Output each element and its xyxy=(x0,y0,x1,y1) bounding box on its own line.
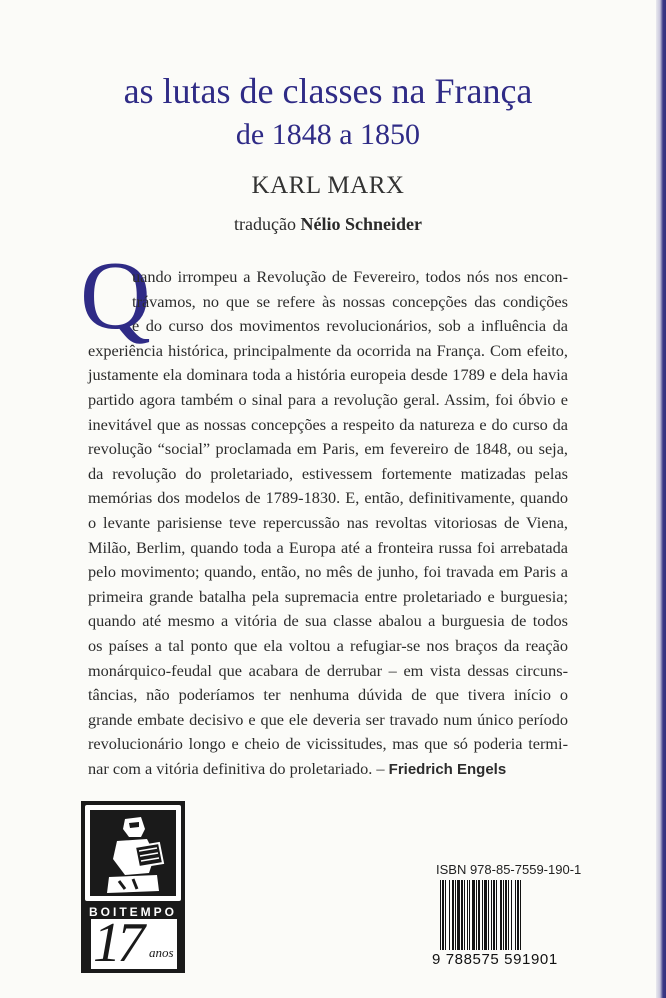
barcode-bar xyxy=(478,880,480,950)
quote-line: os países a tal ponto que ela voltou a refugiar-se nos braços da reação xyxy=(88,635,568,655)
barcode-bar xyxy=(520,880,521,950)
barcode-bar xyxy=(515,880,516,950)
barcode-bar xyxy=(484,880,487,950)
barcode-bar xyxy=(455,880,456,950)
barcode-bar xyxy=(491,880,492,950)
barcode-bar xyxy=(493,880,495,950)
book-title: as lutas de classes na França xyxy=(123,71,533,111)
quote-line: nar com a vitória definitiva do proletariado. – xyxy=(88,758,385,778)
barcode-bar xyxy=(452,880,454,950)
quote-line: monárquico-feudal que acabara de derrubar – em vista dessas circuns- xyxy=(88,660,568,680)
barcode-bar xyxy=(496,880,497,950)
anniversary-badge xyxy=(91,912,177,974)
quote-line: pelo movimento; quando, então, no mês de junho, foi travada em Paris a xyxy=(88,562,568,582)
quote-line: memórias dos modelos de 1789-1830. E, então, definitivamente, quando xyxy=(88,488,568,508)
quote-line: uando irrompeu a Revolução de Fevereiro, todos nós nos encon- xyxy=(132,267,568,286)
anniversary-number: 17 xyxy=(93,912,141,974)
barcode-bar xyxy=(461,880,463,950)
barcode-bar xyxy=(503,880,504,950)
barcode-bar xyxy=(511,880,512,950)
barcode-digits: 9 788575 591901 xyxy=(432,951,558,968)
quote-line: revolucionário longo e cheio de vicissitudes, mas que só poderia termi- xyxy=(88,734,568,754)
barcode-bar xyxy=(482,880,483,950)
quote-line: o levante parisiense teve repercussão nas revoltas vitoriosas de Viena, xyxy=(88,512,568,532)
quote-line: revolução “social” proclamada em Paris, em fevereiro de 1848, ou seja, xyxy=(88,439,568,459)
barcode-bar xyxy=(442,880,444,950)
barcode-bar xyxy=(488,880,489,950)
barcode-bar xyxy=(505,880,507,950)
barcode-bar xyxy=(508,880,509,950)
translation-label: tradução xyxy=(234,214,296,234)
quote-line: grande embate decisivo e que ele deveria ser travado num único período xyxy=(88,709,568,729)
quote-line: Milão, Berlim, quando toda a Europa até a fronteira russa foi arrebatada xyxy=(88,537,568,557)
quote-line: quando até mesmo a vitória de sua classe abalou a burguesia de todos xyxy=(88,611,568,631)
publisher-name: BOITEMPO xyxy=(88,905,177,919)
quote-attribution: Friedrich Engels xyxy=(388,760,507,778)
barcode-bar xyxy=(500,880,502,950)
quote-line: trávamos, no que se refere às nossas concepções das condições xyxy=(132,291,568,311)
translator-name: Nélio Schneider xyxy=(300,214,422,234)
anniversary-label: anos xyxy=(149,945,174,960)
quote-line: experiência histórica, principalmente da ocorrida na França. Com efeito, xyxy=(88,340,568,360)
isbn-label: ISBN 978-85-7559-190-1 xyxy=(436,862,582,877)
barcode-bar xyxy=(472,880,475,950)
quote-line: e do curso dos movimentos revolucionários, sob a influência da xyxy=(132,316,568,336)
barcode-bar xyxy=(464,880,465,950)
barcode-bar xyxy=(457,880,460,950)
back-cover-quote xyxy=(88,265,568,782)
barcode-bar xyxy=(449,880,450,950)
barcode-bar xyxy=(469,880,470,950)
quote-line: partido agora também o sinal para a revolução geral. Assim, foi óbvio e xyxy=(88,389,568,409)
book-subtitle: de 1848 a 1850 xyxy=(235,118,421,151)
quote-last-line xyxy=(88,757,568,783)
barcode-bar xyxy=(476,880,477,950)
barcode-icon xyxy=(440,880,566,954)
translation-credit xyxy=(0,214,656,235)
barcode-bar xyxy=(517,880,519,950)
quote-line: tâncias, não poderíamos ter nenhuma dúvida de que tivera início o xyxy=(88,685,568,705)
quote-line: inevitável que as nossas concepções a respeito da natureza e do curso da xyxy=(88,414,568,434)
drop-cap: Q xyxy=(80,242,151,350)
quote-line: justamente ela dominara toda a história europeia desde 1789 e dela havia xyxy=(88,365,568,385)
publisher-logo xyxy=(81,801,185,973)
quote-line: primeira grande batalha pela supremacia entre proletariado e burguesia; xyxy=(88,586,568,606)
barcode-bar xyxy=(440,880,441,950)
author-name: KARL MARX xyxy=(251,172,405,199)
barcode-bar xyxy=(445,880,446,950)
barcode-bar xyxy=(467,880,468,950)
reader-figure-icon xyxy=(95,811,171,895)
quote-line: da revolução do proletariado, estivessem fortemente matizadas pelas xyxy=(88,463,568,483)
spine-edge xyxy=(656,0,666,998)
